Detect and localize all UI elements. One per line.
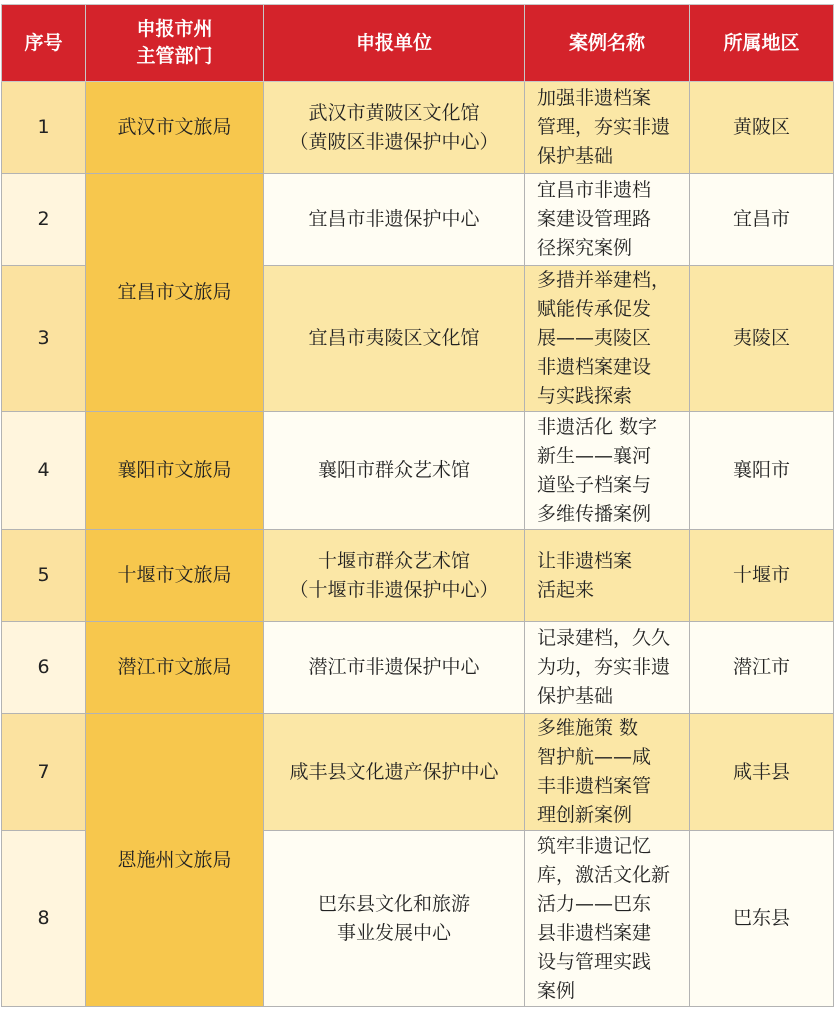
case-line: 活起来 — [537, 578, 595, 601]
case-line: 新生——襄河 — [537, 444, 652, 467]
row-department: 襄阳市文旅局 — [86, 412, 264, 530]
unit-line: 武汉市黄陂区文化馆 — [308, 101, 480, 124]
case-line: 道坠子档案与 — [537, 473, 652, 496]
row-unit — [264, 530, 525, 622]
table-row — [2, 714, 834, 831]
unit-line: 十堰市群众艺术馆 — [317, 549, 470, 572]
row-index: 7 — [2, 714, 86, 831]
unit-line: 潜江市非遗保护中心 — [308, 656, 480, 678]
table-header-row — [2, 5, 834, 82]
case-line: 筑牢非遗记忆 — [537, 834, 652, 857]
header-department-line-1: 申报市州 — [136, 18, 213, 40]
row-index: 5 — [2, 530, 86, 622]
table-row — [2, 622, 834, 714]
row-case — [525, 412, 690, 530]
case-line: 保护基础 — [537, 145, 614, 167]
unit-line: （十堰市非遗保护中心） — [289, 578, 499, 601]
row-area: 黄陂区 — [690, 82, 834, 174]
case-line: 保护基础 — [537, 685, 614, 707]
row-area: 巴东县 — [690, 831, 834, 1007]
row-index: 4 — [2, 412, 86, 530]
case-line: 丰非遗档案管 — [537, 775, 652, 797]
row-case — [525, 266, 690, 412]
case-line: 案例 — [537, 979, 576, 1002]
row-case — [525, 714, 690, 831]
case-line: 多维施策 数 — [537, 717, 639, 739]
row-case — [525, 622, 690, 714]
row-department: 恩施州文旅局 — [86, 714, 264, 1007]
header-index: 序号 — [2, 5, 86, 82]
case-line: 与实践探索 — [537, 385, 633, 407]
case-line: 让非遗档案 — [537, 549, 633, 572]
row-index: 3 — [2, 266, 86, 412]
case-line: 县非遗档案建 — [537, 921, 652, 944]
table-row — [2, 530, 834, 622]
row-case — [525, 530, 690, 622]
unit-line: 事业发展中心 — [336, 921, 451, 944]
row-index: 6 — [2, 622, 86, 714]
case-line: 设与管理实践 — [537, 950, 652, 973]
case-line: 案建设管理路 — [537, 208, 652, 230]
case-line: 赋能传承促发 — [537, 298, 652, 320]
row-unit — [264, 82, 525, 174]
row-department: 潜江市文旅局 — [86, 622, 264, 714]
unit-line: 巴东县文化和旅游 — [317, 892, 470, 915]
row-unit — [264, 714, 525, 831]
header-department-line-2: 主管部门 — [136, 45, 213, 67]
header-case: 案例名称 — [525, 5, 690, 82]
header-unit: 申报单位 — [264, 5, 525, 82]
row-unit — [264, 412, 525, 530]
row-unit — [264, 831, 525, 1007]
case-line: 非遗活化 数字 — [537, 415, 658, 438]
header-department — [86, 5, 264, 82]
table-row — [2, 412, 834, 530]
unit-line: 宜昌市夷陵区文化馆 — [308, 327, 480, 349]
row-index: 2 — [2, 174, 86, 266]
case-line: 活力——巴东 — [537, 892, 652, 915]
header-area: 所属地区 — [690, 5, 834, 82]
case-line: 智护航——咸 — [537, 746, 652, 768]
row-department: 宜昌市文旅局 — [86, 174, 264, 412]
row-case — [525, 831, 690, 1007]
case-line: 加强非遗档案 — [537, 87, 652, 109]
case-line: 多措并举建档， — [537, 269, 671, 291]
row-department: 十堰市文旅局 — [86, 530, 264, 622]
row-unit — [264, 622, 525, 714]
table-row — [2, 82, 834, 174]
row-area: 咸丰县 — [690, 714, 834, 831]
case-line: 多维传播案例 — [537, 502, 652, 525]
case-line: 记录建档，久久 — [537, 627, 671, 649]
row-unit — [264, 174, 525, 266]
row-area: 襄阳市 — [690, 412, 834, 530]
case-line: 库，激活文化新 — [537, 863, 671, 886]
row-case — [525, 174, 690, 266]
row-index: 1 — [2, 82, 86, 174]
case-line: 理创新案例 — [537, 804, 633, 826]
case-line: 径探究案例 — [537, 237, 633, 259]
case-line: 展——夷陵区 — [537, 327, 652, 349]
unit-line: （黄陂区非遗保护中心） — [289, 130, 499, 153]
row-area: 宜昌市 — [690, 174, 834, 266]
row-area: 潜江市 — [690, 622, 834, 714]
row-case — [525, 82, 690, 174]
case-line: 管理，夯实非遗 — [537, 116, 671, 138]
row-unit — [264, 266, 525, 412]
case-line: 宜昌市非遗档 — [537, 179, 652, 201]
unit-line: 襄阳市群众艺术馆 — [317, 459, 470, 481]
table-row — [2, 174, 834, 266]
row-index: 8 — [2, 831, 86, 1007]
row-area: 夷陵区 — [690, 266, 834, 412]
row-department: 武汉市文旅局 — [86, 82, 264, 174]
unit-line: 宜昌市非遗保护中心 — [308, 208, 480, 230]
case-table — [1, 4, 834, 1007]
case-line: 为功，夯实非遗 — [537, 656, 671, 678]
unit-line: 咸丰县文化遗产保护中心 — [289, 760, 499, 783]
row-area: 十堰市 — [690, 530, 834, 622]
case-line: 非遗档案建设 — [537, 356, 652, 378]
